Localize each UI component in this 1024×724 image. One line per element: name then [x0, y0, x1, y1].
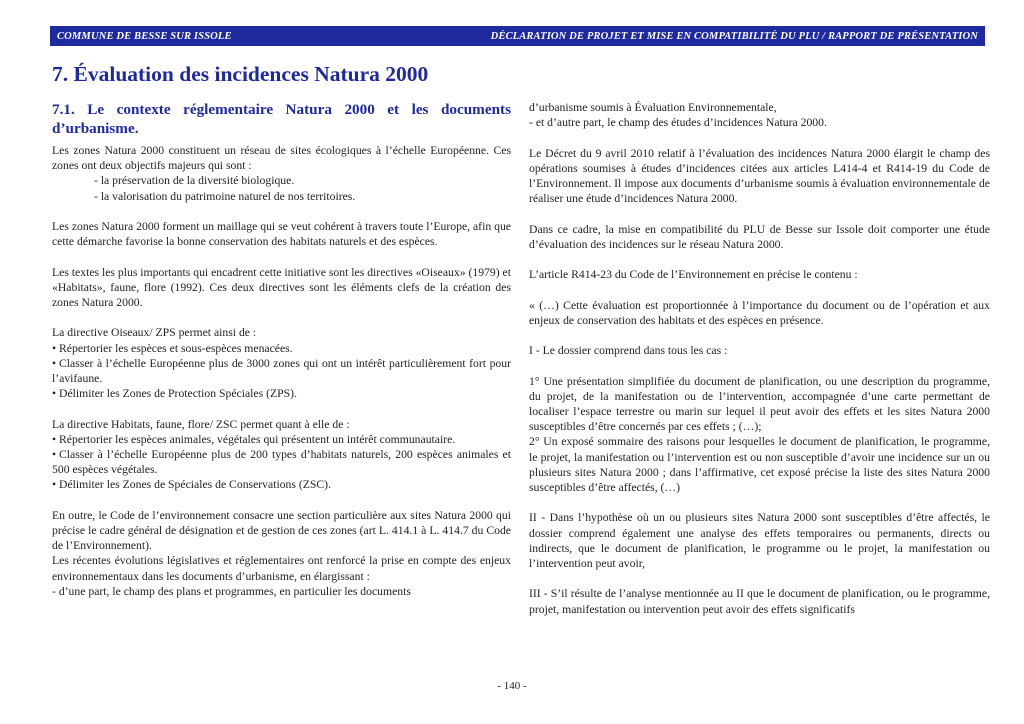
- quote-paragraph: « (…) Cette évaluation est proportionnée à l’importance du document ou de l’opération et aux enjeux de conservation des habitats et des espèces en présence.: [529, 298, 990, 327]
- bullet-item: • Délimiter les Zones de Spéciales de Conservations (ZSC).: [52, 477, 511, 492]
- paragraph: 1° Une présentation simplifiée du document de planification, ou une description du programme, du projet, de la manifestation ou de l’intervention, accompagnée d’une carte permettant de localiser l’espace terrestre ou marin sur lequel il peut avoir des effets et les sites Natura 2000 susceptibles d’être concernés par ces effets ; (…);: [529, 374, 990, 434]
- bullet-item: • Classer à l’échelle Européenne plus de 3000 zones qui ont un intérêt particulièrement fort pour l’avifaune.: [52, 356, 511, 386]
- paragraph: Le Décret du 9 avril 2010 relatif à l’évaluation des incidences Natura 2000 élargit le champ des opérations soumises à études d’incidences citées aux articles L414-4 et R414-19 du Code de l’Environnement. Il impose aux documents d’urbanisme soumis à évaluation environnementale de réaliser une étude d’incidences Natura 2000.: [529, 146, 990, 206]
- bullet-icon: [52, 448, 59, 461]
- right-column: [529, 100, 990, 617]
- paragraph: - et d’autre part, le champ des études d’incidences Natura 2000.: [529, 116, 827, 130]
- paragraph: Les récentes évolutions législatives et réglementaires ont renforcé la prise en compte des enjeux environnementaux dans les documents d’urbanisme, en élargissant :: [52, 554, 511, 583]
- subsection-title: 7.1. Le contexte réglementaire Natura 2000 et les documents d’urbanisme.: [52, 101, 511, 137]
- page-number: - 140 -: [497, 680, 527, 692]
- paragraph: Les zones Natura 2000 constituent un réseau de sites écologiques à l’échelle Européenne. Ces zones ont deux objectifs majeurs qui sont :: [52, 144, 511, 173]
- bullet-item: • Répertorier les espèces et sous-espèces menacées.: [52, 341, 511, 356]
- bullet-icon: [52, 433, 59, 446]
- bullet-item: • Classer à l’échelle Européenne plus de 200 types d’habitats naturels, 200 espèces animales et 500 espèces végétales.: [52, 447, 511, 477]
- bullet-icon: [52, 357, 59, 370]
- paragraph: I - Le dossier comprend dans tous les cas :: [529, 344, 728, 358]
- paragraph: II - Dans l’hypothèse où un ou plusieurs sites Natura 2000 sont susceptibles d’être affectés, le dossier comprend également une analyse des effets temporaires ou permanents, directs ou indirects, que le document de planification, le programme ou le projet, la manifestation ou l’intervention peut avoir,: [529, 511, 990, 570]
- paragraph: Les zones Natura 2000 forment un maillage qui se veut cohérent à travers toute l’Europe, afin que cette démarche favorise la bonne conservation des habitats naturels et des espèces.: [52, 220, 511, 249]
- paragraph: L’article R414-23 du Code de l’Environnement en précise le contenu :: [529, 268, 858, 282]
- left-column: [52, 100, 511, 599]
- bullet-item: • Répertorier les espèces animales, végétales qui présentent un intérêt communautaire.: [52, 432, 511, 447]
- paragraph: Dans ce cadre, la mise en compatibilité du PLU de Besse sur Issole doit comporter une étude d’évaluation des incidences sur le réseau Natura 2000.: [529, 222, 990, 251]
- paragraph: 2° Un exposé sommaire des raisons pour lesquelles le document de planification, le programme, le projet, la manifestation ou l’intervention est ou non susceptible d’avoir une incidence sur un ou plusieurs sites Natura 2000 ; dans l’affirmative, cet exposé précise la liste des sites Natura 2000 susceptibles d’être affectés, (…): [529, 435, 990, 494]
- header-document-title: DÉCLARATION DE PROJET ET MISE EN COMPATIBILITÉ DU PLU / RAPPORT DE PRÉSENTATION: [490, 30, 978, 42]
- header-commune: COMMUNE DE BESSE SUR ISSOLE: [57, 30, 232, 42]
- bullet-icon: [52, 478, 59, 491]
- list-item: - la préservation de la diversité biologique.: [94, 174, 295, 188]
- section-title: 7. Évaluation des incidences Natura 2000: [52, 62, 429, 86]
- bullet-item: • Délimiter les Zones de Protection Spéciales (ZPS).: [52, 386, 511, 401]
- paragraph: Les textes les plus importants qui encadrent cette initiative sont les directives «Oiseaux» (1979) et «Habitats», faune, flore (1992). Ces deux directives sont les éléments clefs de la création des zones Natura 2000.: [52, 265, 511, 309]
- list-item: - la valorisation du patrimoine naturel de nos territoires.: [94, 189, 356, 203]
- paragraph: III - S’il résulte de l’analyse mentionnée au II que le document de planification, ou le programme, projet, manifestation ou intervention peut avoir des effets significatifs: [529, 587, 990, 616]
- paragraph: La directive Oiseaux/ ZPS permet ainsi de :: [52, 326, 257, 340]
- bullet-icon: [52, 342, 59, 355]
- bullet-icon: [52, 387, 59, 400]
- paragraph: - d’une part, le champ des plans et programmes, en particulier les documents: [52, 584, 411, 598]
- paragraph: En outre, le Code de l’environnement consacre une section particulière aux sites Natura 2000 qui précise le cadre général de désignation et de gestion de ces zones (art L. 414.1 à L. 414.7 du Code de l’Environnement).: [52, 508, 511, 553]
- header-bar: [50, 26, 985, 46]
- paragraph: d’urbanisme soumis à Évaluation Environnementale,: [529, 101, 777, 114]
- paragraph: La directive Habitats, faune, flore/ ZSC permet quant à elle de :: [52, 417, 350, 431]
